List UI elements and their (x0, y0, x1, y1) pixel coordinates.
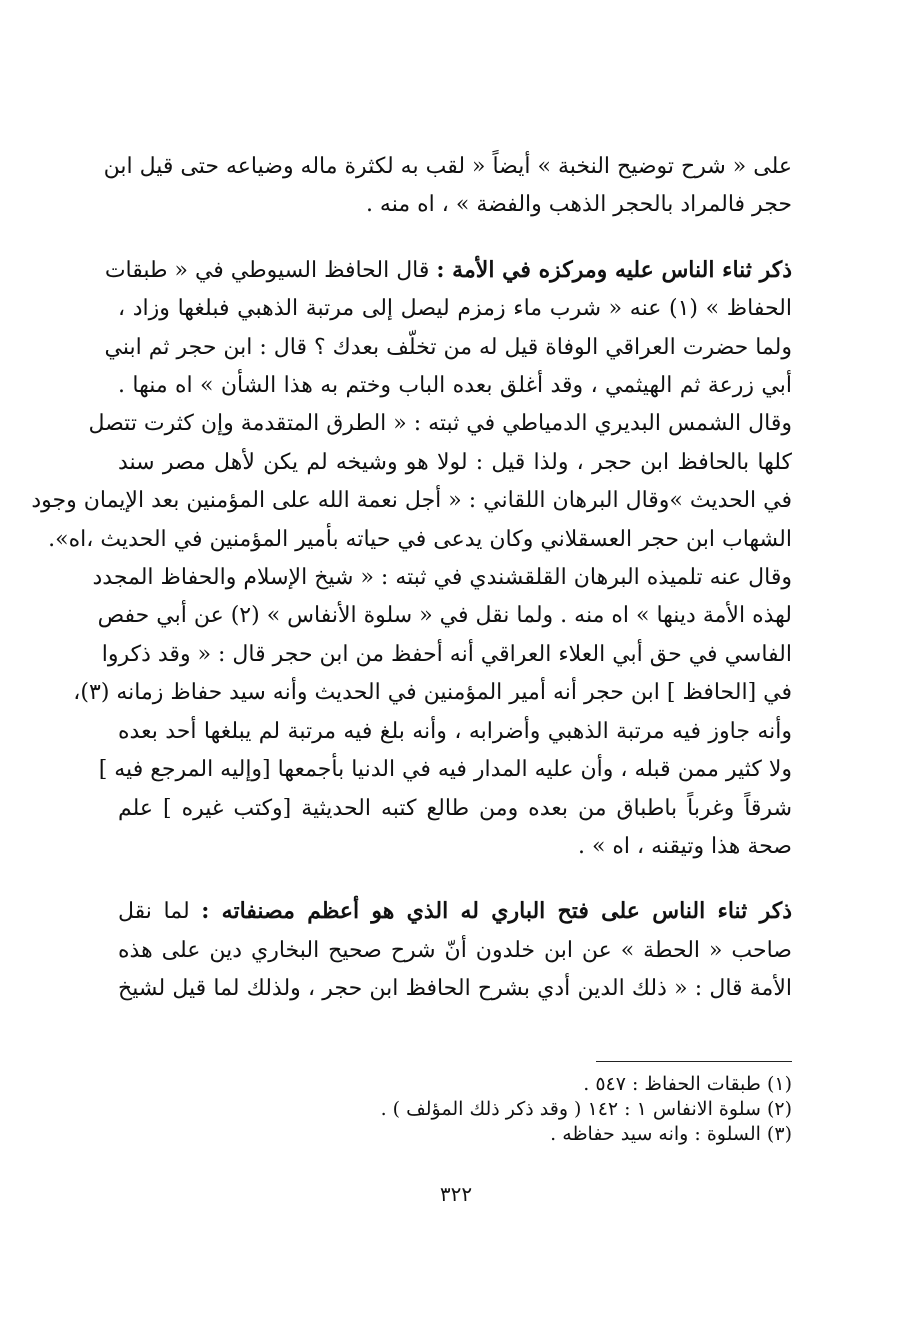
footnote-3: (٣) السلوة : وانه سيد حفاظه . (550, 1123, 792, 1145)
text-line: في [الحافظ ] ابن حجر أنه أمير المؤمنين في الحديث وأنه سيد حفاظ زمانه (٣)، (73, 680, 792, 706)
text-line: وقال عنه تلميذه البرهان القلقشندي في ثبته : « شيخ الإسلام والحفاظ المجدد (92, 565, 792, 591)
text-line: على « شرح توضيح النخبة » أيضاً « لقب به لكثرة ماله وضياعه حتى قيل ابن (103, 154, 792, 179)
paragraph-2 (31, 251, 792, 867)
text-line: صحة هذا وتيقنه ، اه » . (577, 833, 792, 859)
text-run: قال الحافظ السيوطي في « طبقات (104, 257, 437, 283)
text-line: صاحب « الحطة » عن ابن خلدون أنّ شرح صحيح البخاري دين على هذه (118, 937, 792, 963)
text-line: لهذه الأمة دينها » اه منه . ولما نقل في « سلوة الأنفاس » (٢) عن أبي حفص (97, 603, 792, 629)
text-line: الحفاظ » (١) عنه « شرب ماء زمزم ليصل إلى مرتبة الذهبي فبلغها وزاد ، (118, 296, 792, 322)
text-line: شرقاً وغرباً باطباق من بعده ومن طالع كتبه الحديثية [وكتب غيره ] علم (118, 795, 792, 821)
page-number: ٣٢٢ (439, 1182, 473, 1206)
paragraph-3 (118, 892, 792, 1008)
text-line: الفاسي في حق أبي العلاء العراقي أنه أحفظ من ابن حجر قال : « وقد ذكروا (101, 641, 792, 667)
text-line: في الحديث »وقال البرهان اللقاني : « أجل نعمة الله على المؤمنين بعد الإيمان وجود (31, 488, 792, 514)
paragraph-1 (103, 148, 792, 225)
section-heading-praise: ذكر ثناء الناس عليه ومركزه في الأمة : (436, 256, 792, 283)
text-line: حجر فالمراد بالحجر الذهب والفضة » ، اه منه . (365, 192, 792, 218)
main-text (31, 148, 792, 1009)
text-line: ولما حضرت العراقي الوفاة قيل له من تخلّف بعدك ؟ قال : ابن حجر ثم ابني (104, 334, 792, 360)
text-line: أبي زرعة ثم الهيثمي ، وقد أغلق بعده الباب وختم به هذا الشأن » اه منها . (118, 373, 792, 399)
footnote-separator (596, 1061, 792, 1062)
text-run: لما نقل (118, 899, 202, 925)
footnote-1: (١) طبقات الحفاظ : ٥٤٧ . (583, 1073, 792, 1095)
text-line: كلها بالحافظ ابن حجر ، ولذا قيل : لولا هو وشيخه لم يكن لأهل مصر سند (118, 449, 792, 475)
footnote-2: (٢) سلوة الانفاس ١ : ١٤٢ ( وقد ذكر ذلك المؤلف ) . (380, 1098, 792, 1120)
text-line: الأمة قال : « ذلك الدين أدي بشرح الحافظ ابن حجر ، ولذلك لما قيل لشيخ (118, 976, 792, 1002)
text-line: وقال الشمس البديري الدمياطي في ثبته : « الطرق المتقدمة وإن كثرت تتصل (88, 411, 792, 437)
text-line: وأنه جاوز فيه مرتبة الذهبي وأضرابه ، وأنه بلغ فيه مرتبة لم يبلغها أحد بعده (118, 718, 792, 744)
footnotes (232, 1072, 792, 1147)
text-line: الشهاب ابن حجر العسقلاني وكان يدعى في حياته بأمير المؤمنين في الحديث ،اه». (48, 526, 792, 552)
text-line (104, 251, 792, 290)
text-line (118, 892, 792, 931)
text-line: ولا كثير ممن قبله ، وأن عليه المدار فيه في الدنيا بأجمعها [وإليه المرجع فيه ] (98, 757, 792, 783)
section-heading-fath-al-bari: ذكر ثناء الناس على فتح الباري له الذي هو أعظم مصنفاته : (201, 898, 792, 925)
